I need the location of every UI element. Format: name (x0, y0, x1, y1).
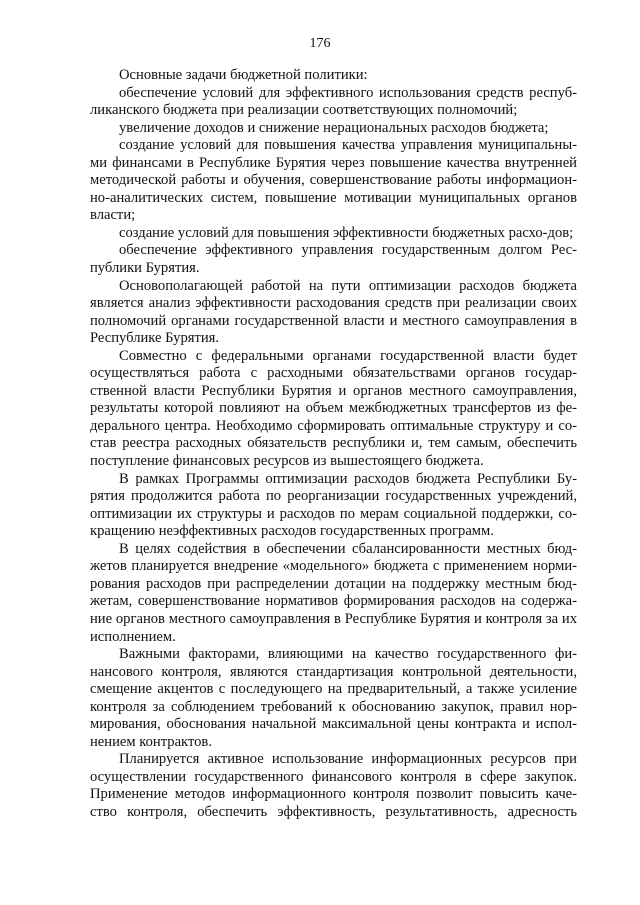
paragraph-task-municipal-finance: создание условий для повышения качества управления муниципальны-ми финансами в Республике Бурятия через повышение качества внутренней методической работы и обучения, совершенствование работы информацион-но-аналитических систем, повышение мотивации муниципальных органов власти; (90, 137, 577, 224)
paragraph-financial-control: Важными факторами, влияющими на качество государственного фи-нансового контроля, являются стандартизация контрольной деятельности, смещение акцентов с последующего на предварительный, а также усиление контроля за соблюдением требований к обоснованию закупок, правил нор-мирования, обоснования начальной максимальной цены контракта и испол-нением контрактов. (90, 646, 577, 750)
page-number: 176 (309, 36, 331, 51)
paragraph-model-budget: В целях содействия в обеспечении сбалансированности местных бюд-жетов планируется внедрение «модельного» бюджета с применением норми-рования расходов при распределении дотации на поддержку местным бюд-жетам, совершенствование нормативов формирования расходов на содержа-ние органов местного самоуправления в Республике Бурятия и контроля за их исполнением. (90, 540, 577, 645)
paragraph-task-spending-efficiency: создание условий для повышения эффективности бюджетных расхо-дов; (119, 224, 574, 241)
paragraph-task-effective-use: обеспечение условий для эффективного использования средств респуб-ликанского бюджета при реализации соответствующих полномочий; (90, 84, 577, 119)
paragraph-federal-cooperation: Совместно с федеральными органами государственной власти будет осуществляться работа с расходными обязательствами органов государ-ственной власти Республики Бурятия и органов местного самоуправления, результаты которой повлияют на объем межбюджетных трансфертов из фе-дерального центра. Необходимо сформировать оптимальные структуру и со-став реестра расходных обязательств республики и, тем самым, обеспечить поступление финансовых ресурсов из вышестоящего бюджета. (90, 347, 577, 470)
paragraph-budget-policy-tasks-heading: Основные задачи бюджетной политики: (119, 67, 368, 83)
paragraph-spending-analysis: Основополагающей работой на пути оптимизации расходов бюджета является анализ эффективности расходования средств при реализации своих полномочий органами государственной власти и местного самоуправления в Республике Бурятия. (90, 277, 577, 347)
body-text (90, 67, 577, 822)
paragraph-optimization-program: В рамках Программы оптимизации расходов бюджета Республики Бу-рятия продолжится работа по реорганизации государственных учреждений, оптимизации их структуры и расходов по мерам социальной поддержки, со-кращению неэффективных расходов государственных программ. (90, 470, 577, 540)
paragraph-task-revenue-increase: увеличение доходов и снижение нерациональных расходов бюджета; (119, 119, 549, 136)
paragraph-information-resources: Планируется активное использование информационных ресурсов при осуществлении государственного финансового контроля в сфере закупок. Применение методов информационного контроля позволит повысить каче-ство контроля, обеспечить эффективность, результативность, адресность (90, 751, 577, 820)
paragraph-task-debt-management: обеспечение эффективного управления государственным долгом Рес-публики Бурятия. (90, 242, 577, 277)
